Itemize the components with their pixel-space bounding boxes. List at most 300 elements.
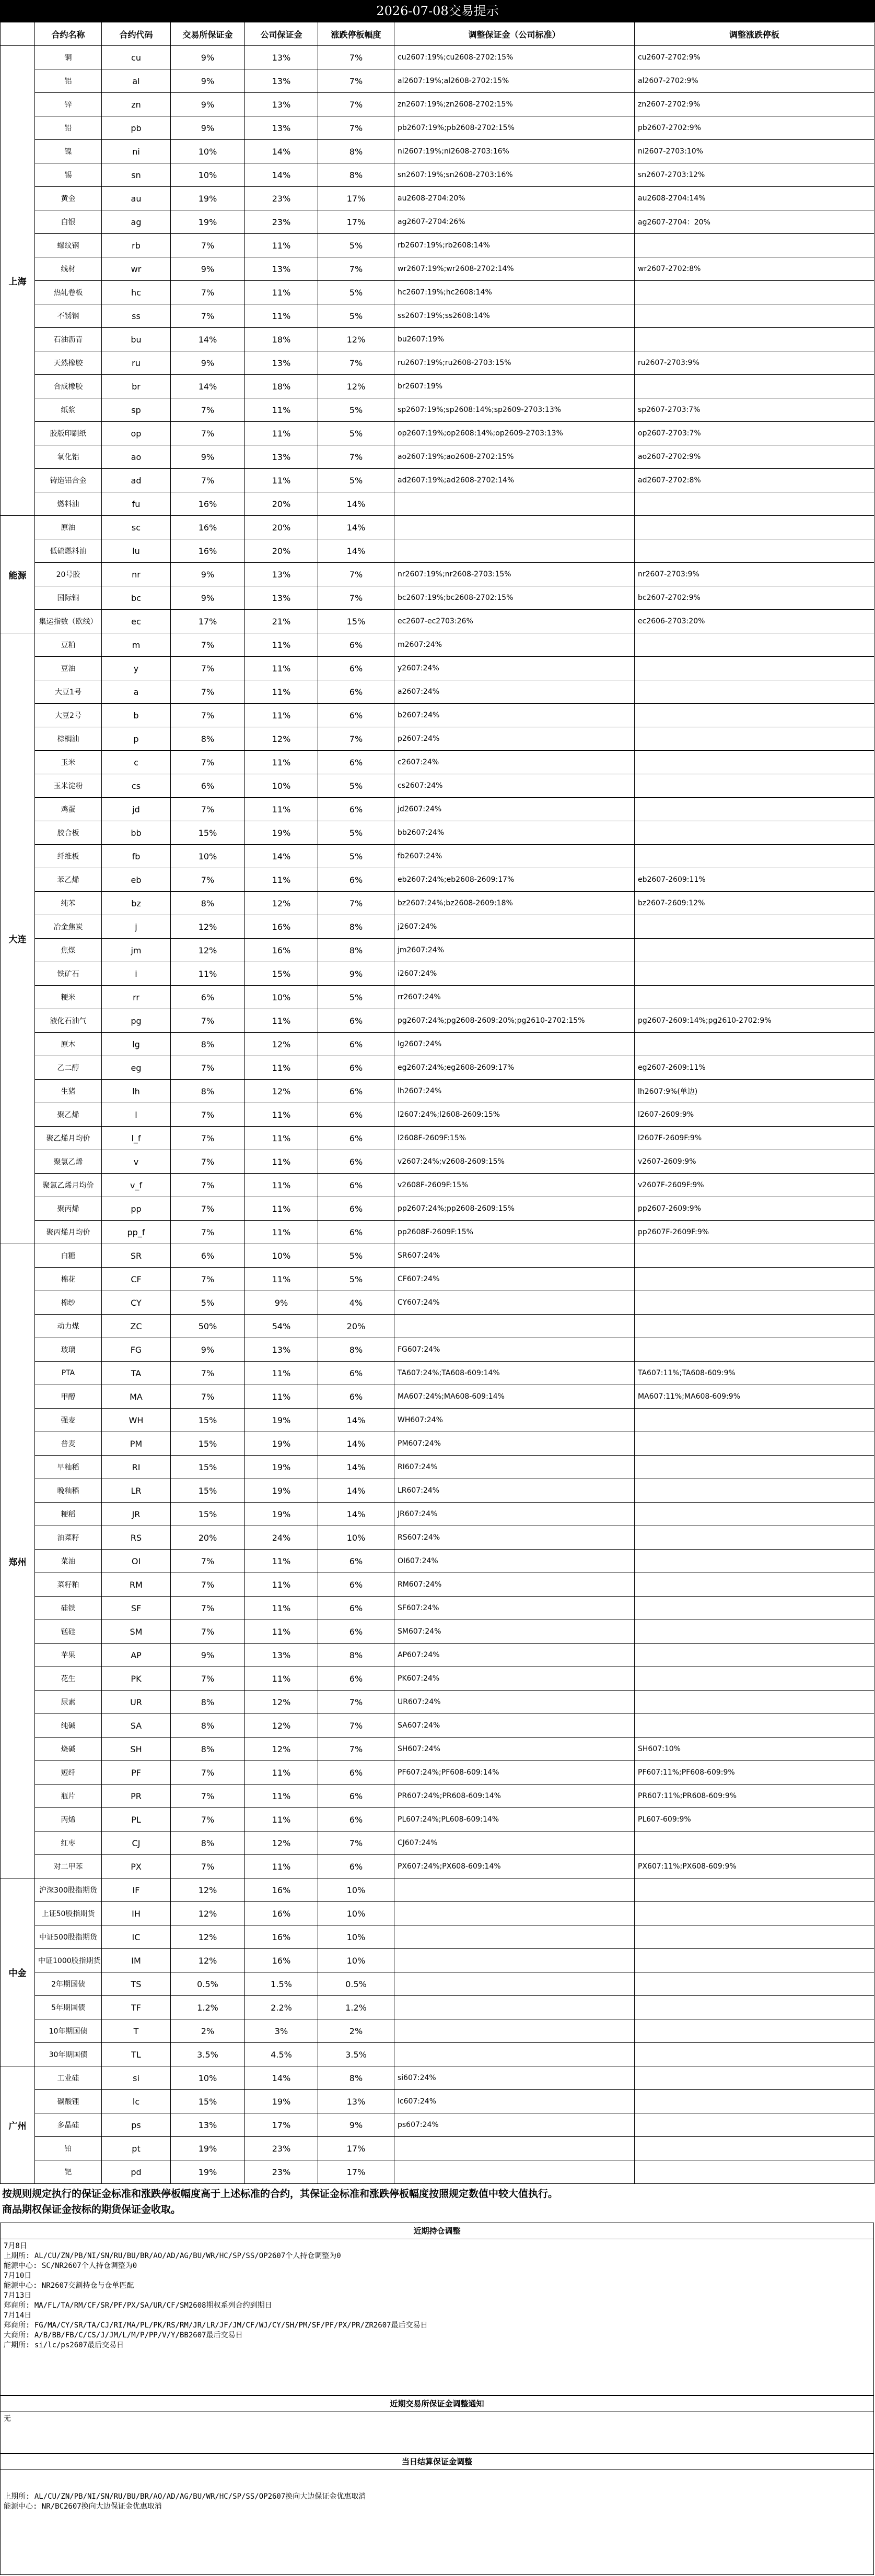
exchange-margin: 19% xyxy=(171,210,245,234)
table-row xyxy=(1,469,874,492)
limit-range: 4% xyxy=(318,1291,394,1315)
company-margin: 2.2% xyxy=(245,1996,318,2019)
adjusted-margin: SM607:24% xyxy=(394,1620,635,1644)
limit-range: 6% xyxy=(318,1785,394,1808)
company-margin: 11% xyxy=(245,1174,318,1197)
exchange-margin: 12% xyxy=(171,915,245,939)
adjusted-limit xyxy=(635,2019,874,2043)
adjusted-margin: bz2607:24%;bz2608-2609:18% xyxy=(394,892,635,915)
table-row xyxy=(1,1972,874,1996)
limit-range: 7% xyxy=(318,727,394,751)
contract-code: lg xyxy=(102,1033,171,1056)
company-margin: 11% xyxy=(245,1362,318,1385)
limit-range: 14% xyxy=(318,516,394,539)
company-margin: 16% xyxy=(245,1902,318,1925)
contract-name: 普麦 xyxy=(35,1432,102,1456)
contract-name: 纯苯 xyxy=(35,892,102,915)
adjusted-limit xyxy=(635,1597,874,1620)
limit-range: 6% xyxy=(318,1808,394,1831)
contract-code: cu xyxy=(102,46,171,69)
table-row xyxy=(1,1315,874,1338)
table-row xyxy=(1,892,874,915)
limit-range: 6% xyxy=(318,1197,394,1221)
table-row xyxy=(1,1691,874,1714)
contract-code: SM xyxy=(102,1620,171,1644)
adjusted-limit xyxy=(635,2066,874,2090)
contract-code: v_f xyxy=(102,1174,171,1197)
table-row xyxy=(1,2090,874,2113)
adjusted-margin xyxy=(394,2019,635,2043)
table-row xyxy=(1,1244,874,1268)
contract-name: 石油沥青 xyxy=(35,328,102,351)
limit-range: 6% xyxy=(318,1056,394,1080)
exchange-margin: 7% xyxy=(171,1785,245,1808)
contract-name: 氧化铝 xyxy=(35,445,102,469)
adjusted-limit xyxy=(635,1902,874,1925)
contract-code: fb xyxy=(102,845,171,868)
adjusted-limit xyxy=(635,1409,874,1432)
contract-name: 铝 xyxy=(35,69,102,93)
adjusted-limit: v2607F-2609F:9% xyxy=(635,1174,874,1197)
contract-name: 铜 xyxy=(35,46,102,69)
exchange-margin: 1.2% xyxy=(171,1996,245,2019)
adjusted-limit xyxy=(635,1925,874,1949)
contract-name: 合成橡胶 xyxy=(35,375,102,398)
contract-name: 甲醇 xyxy=(35,1385,102,1409)
contract-name: 冶金焦炭 xyxy=(35,915,102,939)
company-margin: 14% xyxy=(245,2066,318,2090)
exchange-margin: 9% xyxy=(171,586,245,610)
margin-notice-title: 近期交易所保证金调整通知 xyxy=(0,2395,874,2412)
adjusted-limit xyxy=(635,539,874,563)
adjusted-limit xyxy=(635,304,874,328)
company-margin: 11% xyxy=(245,1268,318,1291)
adjusted-limit xyxy=(635,1244,874,1268)
contract-name: 国际铜 xyxy=(35,586,102,610)
exchange-margin: 9% xyxy=(171,1338,245,1362)
contract-code: sp xyxy=(102,398,171,422)
company-margin: 11% xyxy=(245,422,318,445)
contract-code: ru xyxy=(102,351,171,375)
contract-code: pd xyxy=(102,2160,171,2184)
company-margin: 11% xyxy=(245,1855,318,1878)
limit-range: 6% xyxy=(318,704,394,727)
company-margin: 12% xyxy=(245,727,318,751)
limit-range: 7% xyxy=(318,586,394,610)
limit-range: 14% xyxy=(318,492,394,516)
contract-code: UR xyxy=(102,1691,171,1714)
company-margin: 10% xyxy=(245,1244,318,1268)
limit-range: 7% xyxy=(318,93,394,116)
adjusted-margin: bb2607:24% xyxy=(394,821,635,845)
limit-range: 7% xyxy=(318,257,394,281)
table-row xyxy=(1,2113,874,2137)
contract-code: c xyxy=(102,751,171,774)
adjusted-limit xyxy=(635,1714,874,1738)
table-row xyxy=(1,1127,874,1150)
contract-name: PTA xyxy=(35,1362,102,1385)
adjusted-margin: si607:24% xyxy=(394,2066,635,2090)
company-margin: 11% xyxy=(245,1550,318,1573)
header-col: 调整涨跌停板 xyxy=(635,22,874,46)
adjusted-limit xyxy=(635,1503,874,1526)
limit-range: 3.5% xyxy=(318,2043,394,2066)
contract-name: 天然橡胶 xyxy=(35,351,102,375)
contract-name: 铸造铝合金 xyxy=(35,469,102,492)
exchange-margin: 11% xyxy=(171,962,245,986)
adjusted-margin xyxy=(394,1949,635,1972)
exchange-margin: 9% xyxy=(171,351,245,375)
exchange-margin: 7% xyxy=(171,1150,245,1174)
exchange-margin: 9% xyxy=(171,563,245,586)
company-margin: 21% xyxy=(245,610,318,633)
adjusted-margin: lg2607:24% xyxy=(394,1033,635,1056)
adjusted-limit xyxy=(635,2113,874,2137)
table-row xyxy=(1,69,874,93)
adjusted-margin: jd2607:24% xyxy=(394,798,635,821)
adjusted-limit: pg2607-2609:14%;pg2610-2702:9% xyxy=(635,1009,874,1033)
table-row xyxy=(1,633,874,657)
adjusted-limit xyxy=(635,1338,874,1362)
company-margin: 19% xyxy=(245,1432,318,1456)
exchange-margin: 15% xyxy=(171,2090,245,2113)
adjusted-limit xyxy=(635,798,874,821)
contract-name: 纤维板 xyxy=(35,845,102,868)
adjusted-limit: sp2607-2703:7% xyxy=(635,398,874,422)
contract-code: SH xyxy=(102,1738,171,1761)
company-margin: 13% xyxy=(245,563,318,586)
table-row xyxy=(1,1550,874,1573)
contract-code: jm xyxy=(102,939,171,962)
company-margin: 14% xyxy=(245,140,318,163)
table-row xyxy=(1,962,874,986)
adjusted-limit xyxy=(635,1644,874,1667)
contract-code: PK xyxy=(102,1667,171,1691)
table-row xyxy=(1,1526,874,1550)
contract-name: 铁矿石 xyxy=(35,962,102,986)
adjusted-limit xyxy=(635,1573,874,1597)
limit-range: 5% xyxy=(318,398,394,422)
table-row xyxy=(1,1855,874,1878)
limit-range: 6% xyxy=(318,1103,394,1127)
limit-range: 7% xyxy=(318,563,394,586)
contract-name: 10年期国债 xyxy=(35,2019,102,2043)
adjusted-limit: PF607:11%;PF608-609:9% xyxy=(635,1761,874,1785)
company-margin: 11% xyxy=(245,1009,318,1033)
contract-code: pg xyxy=(102,1009,171,1033)
adjusted-margin: PL607:24%;PL608-609:14% xyxy=(394,1808,635,1831)
limit-range: 6% xyxy=(318,1080,394,1103)
contract-name: 锰硅 xyxy=(35,1620,102,1644)
table-row xyxy=(1,1761,874,1785)
adjusted-limit: TA607:11%;TA608-609:9% xyxy=(635,1362,874,1385)
adjusted-limit xyxy=(635,704,874,727)
adjusted-margin: ad2607:19%;ad2608-2702:14% xyxy=(394,469,635,492)
company-margin: 11% xyxy=(245,751,318,774)
contract-code: m xyxy=(102,633,171,657)
table-row xyxy=(1,328,874,351)
exchange-label: 大连 xyxy=(1,633,35,1244)
adjusted-limit: l2607F-2609F:9% xyxy=(635,1127,874,1150)
limit-range: 14% xyxy=(318,1456,394,1479)
adjusted-limit xyxy=(635,1667,874,1691)
contract-code: rr xyxy=(102,986,171,1009)
table-body xyxy=(1,46,874,2184)
adjusted-margin: pb2607:19%;pb2608-2702:15% xyxy=(394,116,635,140)
margin-notice-content: 无 xyxy=(0,2412,874,2453)
contract-code: FG xyxy=(102,1338,171,1362)
contract-code: SF xyxy=(102,1597,171,1620)
table-row xyxy=(1,586,874,610)
exchange-margin: 10% xyxy=(171,2066,245,2090)
adjusted-limit xyxy=(635,1291,874,1315)
table-row xyxy=(1,539,874,563)
contract-name: 沪深300股指期货 xyxy=(35,1878,102,1902)
contract-code: T xyxy=(102,2019,171,2043)
limit-range: 7% xyxy=(318,1691,394,1714)
exchange-margin: 7% xyxy=(171,1855,245,1878)
contract-name: 白银 xyxy=(35,210,102,234)
contract-code: au xyxy=(102,187,171,210)
contract-code: CF xyxy=(102,1268,171,1291)
adjusted-limit: al2607-2702:9% xyxy=(635,69,874,93)
contract-code: bu xyxy=(102,328,171,351)
adjusted-limit xyxy=(635,2043,874,2066)
contract-code: i xyxy=(102,962,171,986)
contract-name: 聚乙烯 xyxy=(35,1103,102,1127)
table-row xyxy=(1,1996,874,2019)
table-row xyxy=(1,210,874,234)
company-margin: 12% xyxy=(245,892,318,915)
contract-code: pp xyxy=(102,1197,171,1221)
contract-name: 红枣 xyxy=(35,1831,102,1855)
exchange-margin: 8% xyxy=(171,1033,245,1056)
adjusted-margin: WH607:24% xyxy=(394,1409,635,1432)
company-margin: 11% xyxy=(245,1056,318,1080)
limit-range: 7% xyxy=(318,1714,394,1738)
limit-range: 10% xyxy=(318,1925,394,1949)
exchange-margin: 7% xyxy=(171,1056,245,1080)
contract-name: 热轧卷板 xyxy=(35,281,102,304)
table-row xyxy=(1,657,874,680)
exchange-margin: 15% xyxy=(171,821,245,845)
limit-range: 5% xyxy=(318,422,394,445)
contract-name: 聚丙烯 xyxy=(35,1197,102,1221)
contract-code: b xyxy=(102,704,171,727)
contract-name: 燃料油 xyxy=(35,492,102,516)
limit-range: 7% xyxy=(318,1831,394,1855)
table-row xyxy=(1,1714,874,1738)
table-row xyxy=(1,751,874,774)
adjusted-margin: UR607:24% xyxy=(394,1691,635,1714)
contract-name: 棉花 xyxy=(35,1268,102,1291)
contract-name: 聚乙烯月均价 xyxy=(35,1127,102,1150)
adjusted-margin: sp2607:19%;sp2608:14%;sp2609-2703:13% xyxy=(394,398,635,422)
company-margin: 19% xyxy=(245,2090,318,2113)
limit-range: 9% xyxy=(318,2113,394,2137)
adjusted-margin: br2607:19% xyxy=(394,375,635,398)
today-margin-title: 当日结算保证金调整 xyxy=(0,2453,874,2470)
adjusted-limit xyxy=(635,1456,874,1479)
table-row xyxy=(1,1878,874,1902)
table-row xyxy=(1,1808,874,1831)
company-margin: 11% xyxy=(245,633,318,657)
exchange-margin: 7% xyxy=(171,1127,245,1150)
limit-range: 6% xyxy=(318,1009,394,1033)
limit-range: 17% xyxy=(318,187,394,210)
exchange-margin: 19% xyxy=(171,187,245,210)
company-margin: 16% xyxy=(245,1878,318,1902)
company-margin: 20% xyxy=(245,492,318,516)
company-margin: 11% xyxy=(245,1597,318,1620)
limit-range: 6% xyxy=(318,657,394,680)
company-margin: 24% xyxy=(245,1526,318,1550)
adjusted-margin: RI607:24% xyxy=(394,1456,635,1479)
exchange-margin: 8% xyxy=(171,892,245,915)
table-row xyxy=(1,140,874,163)
company-margin: 11% xyxy=(245,1150,318,1174)
exchange-margin: 9% xyxy=(171,116,245,140)
company-margin: 15% xyxy=(245,962,318,986)
limit-range: 6% xyxy=(318,1385,394,1409)
contract-code: JR xyxy=(102,1503,171,1526)
contract-code: j xyxy=(102,915,171,939)
contract-name: 豆油 xyxy=(35,657,102,680)
limit-range: 7% xyxy=(318,116,394,140)
exchange-margin: 7% xyxy=(171,1597,245,1620)
table-row xyxy=(1,610,874,633)
company-margin: 4.5% xyxy=(245,2043,318,2066)
contract-name: 丙烯 xyxy=(35,1808,102,1831)
exchange-margin: 50% xyxy=(171,1315,245,1338)
contract-name: 乙二醇 xyxy=(35,1056,102,1080)
table-row xyxy=(1,1738,874,1761)
contract-name: 聚氯乙烯月均价 xyxy=(35,1174,102,1197)
contract-name: 瓶片 xyxy=(35,1785,102,1808)
exchange-margin: 10% xyxy=(171,845,245,868)
adjusted-margin: MA607:24%;MA608-609:14% xyxy=(394,1385,635,1409)
exchange-margin: 7% xyxy=(171,1197,245,1221)
adjusted-margin: j2607:24% xyxy=(394,915,635,939)
exchange-margin: 9% xyxy=(171,46,245,69)
contract-code: ZC xyxy=(102,1315,171,1338)
contract-name: 菜油 xyxy=(35,1550,102,1573)
table-row xyxy=(1,1479,874,1503)
adjusted-margin xyxy=(394,2137,635,2160)
company-margin: 13% xyxy=(245,445,318,469)
company-margin: 11% xyxy=(245,1573,318,1597)
contract-code: TS xyxy=(102,1972,171,1996)
exchange-margin: 15% xyxy=(171,1503,245,1526)
company-margin: 23% xyxy=(245,2160,318,2184)
adjusted-limit xyxy=(635,2090,874,2113)
contract-code: wr xyxy=(102,257,171,281)
limit-range: 10% xyxy=(318,1949,394,1972)
adjusted-margin xyxy=(394,1902,635,1925)
header-col: 交易所保证金 xyxy=(171,22,245,46)
header-col: 调整保证金（公司标准） xyxy=(394,22,635,46)
adjusted-margin: ag2607-2704:26% xyxy=(394,210,635,234)
exchange-margin: 8% xyxy=(171,727,245,751)
limit-range: 10% xyxy=(318,1902,394,1925)
contract-code: hc xyxy=(102,281,171,304)
today-margin-content: 上期所: AL/CU/ZN/PB/NI/SN/RU/BU/BR/AO/AD/AG/BU/WR/HC/SP/SS/OP2607换向大边保证金优惠取消 能源中心: NR/BC2607换向大边保证金优惠取消 xyxy=(0,2469,874,2575)
company-margin: 18% xyxy=(245,328,318,351)
adjusted-margin: pg2607:24%;pg2608-2609:20%;pg2610-2702:15% xyxy=(394,1009,635,1033)
contract-code: PL xyxy=(102,1808,171,1831)
exchange-margin: 7% xyxy=(171,1268,245,1291)
company-margin: 14% xyxy=(245,163,318,187)
exchange-margin: 7% xyxy=(171,1385,245,1409)
table-row xyxy=(1,1103,874,1127)
contract-name: 晚籼稻 xyxy=(35,1479,102,1503)
exchange-margin: 20% xyxy=(171,1526,245,1550)
exchange-margin: 12% xyxy=(171,1902,245,1925)
table-row xyxy=(1,1597,874,1620)
table-row xyxy=(1,1667,874,1691)
company-margin: 11% xyxy=(245,704,318,727)
contract-code: RI xyxy=(102,1456,171,1479)
limit-range: 5% xyxy=(318,986,394,1009)
adjusted-margin: bu2607:19% xyxy=(394,328,635,351)
adjusted-limit xyxy=(635,1949,874,1972)
adjusted-limit: cu2607-2702:9% xyxy=(635,46,874,69)
contract-name: 玉米 xyxy=(35,751,102,774)
contract-code: a xyxy=(102,680,171,704)
company-margin: 11% xyxy=(245,1197,318,1221)
limit-range: 17% xyxy=(318,2160,394,2184)
adjusted-limit: ad2607-2702:8% xyxy=(635,469,874,492)
exchange-margin: 8% xyxy=(171,1080,245,1103)
contract-name: 铅 xyxy=(35,116,102,140)
limit-range: 14% xyxy=(318,1432,394,1456)
contract-code: PM xyxy=(102,1432,171,1456)
exchange-label: 上海 xyxy=(1,46,35,516)
exchange-margin: 3.5% xyxy=(171,2043,245,2066)
contract-code: br xyxy=(102,375,171,398)
contract-code: TF xyxy=(102,1996,171,2019)
adjusted-margin: l2608F-2609F:15% xyxy=(394,1127,635,1150)
company-margin: 12% xyxy=(245,1831,318,1855)
contract-name: 30年期国债 xyxy=(35,2043,102,2066)
limit-range: 5% xyxy=(318,1244,394,1268)
exchange-margin: 7% xyxy=(171,1221,245,1244)
exchange-margin: 7% xyxy=(171,1009,245,1033)
exchange-margin: 15% xyxy=(171,1456,245,1479)
adjusted-margin xyxy=(394,1315,635,1338)
adjusted-limit xyxy=(635,1268,874,1291)
adjusted-limit: ni2607-2703:10% xyxy=(635,140,874,163)
contract-code: PF xyxy=(102,1761,171,1785)
contract-code: sc xyxy=(102,516,171,539)
adjusted-margin: ss2607:19%;ss2608:14% xyxy=(394,304,635,328)
contract-name: 纯碱 xyxy=(35,1714,102,1738)
contract-code: IF xyxy=(102,1878,171,1902)
adjusted-margin: al2607:19%;al2608-2702:15% xyxy=(394,69,635,93)
adjusted-margin: SR607:24% xyxy=(394,1244,635,1268)
contract-code: PX xyxy=(102,1855,171,1878)
adjusted-margin: jm2607:24% xyxy=(394,939,635,962)
contract-name: 焦煤 xyxy=(35,939,102,962)
limit-range: 6% xyxy=(318,1362,394,1385)
contract-name: 原木 xyxy=(35,1033,102,1056)
adjusted-limit xyxy=(635,1831,874,1855)
header-col: 合约名称 xyxy=(35,22,102,46)
contract-code: lh xyxy=(102,1080,171,1103)
contract-code: jd xyxy=(102,798,171,821)
contract-name: 油菜籽 xyxy=(35,1526,102,1550)
adjusted-margin xyxy=(394,492,635,516)
